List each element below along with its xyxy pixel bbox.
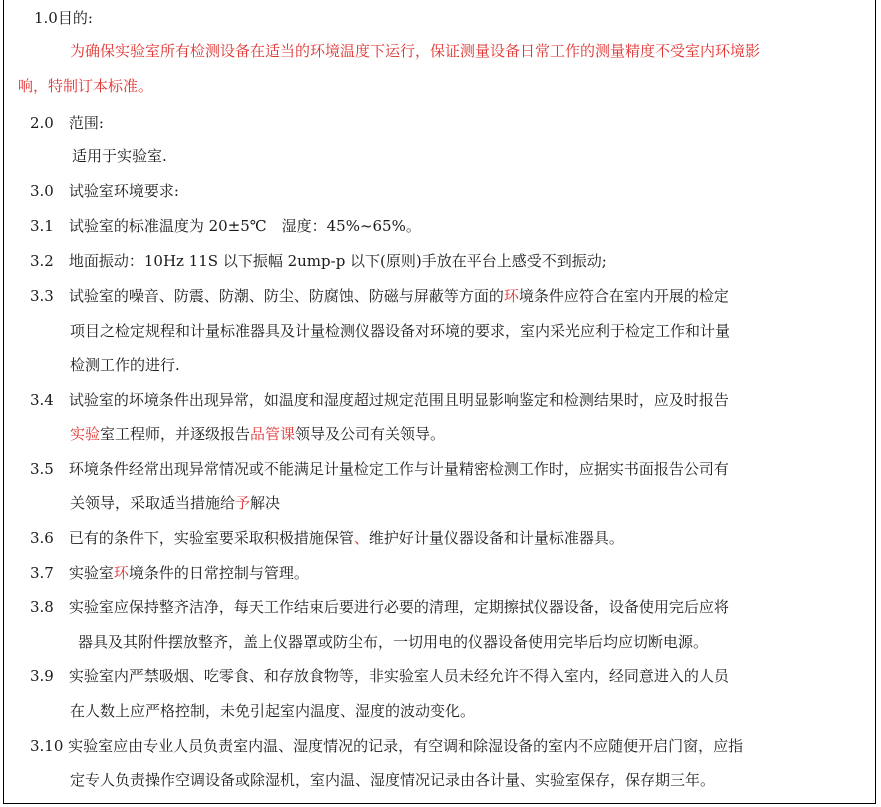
item-3-7-highlight: 环 [113,564,129,582]
item-3-7 [30,563,309,583]
item-3-3-text-b: 境条件应符合在室内开展的检定 [518,287,729,305]
section-1-line-2: 响，特制订本标准。 [18,77,154,95]
item-3-3-line-3: 检测工作的进行. [70,356,180,374]
item-3-3-highlight: 环 [503,287,519,305]
item-3-5-text-a: 关领导，采取适当措施给 [70,494,236,512]
item-3-4-line-1: 3.4 试验室的坏境条件出现异常，如温度和湿度超过规定范围且明显影响鉴定和检测结果时，应及时报告 [30,391,729,409]
section-1-heading: 1.0目的: [34,9,93,27]
item-3-5-text-b: 解决 [250,494,281,512]
item-3-8-line-2: 器具及其附件摆放整齐，盖上仪器罩或防尘布，一切用电的仪器设备使用完毕后均应切断电源。 [78,633,709,651]
item-3-7-text-a: 3.7 实验室 [30,564,114,582]
item-3-3-text-a: 3.3 试验室的噪音、防震、防潮、防尘、防腐蚀、防磁与屏蔽等方面的 [30,287,504,305]
item-3-4-highlight-2: 品管课 [250,425,296,443]
item-3-5-highlight: 予 [235,494,251,512]
item-3-4-highlight-1: 实验 [70,425,101,443]
item-3-9-line-2: 在人数上应严格控制，未免引起室内温度、湿度的波动变化。 [70,702,476,720]
item-3-4-text-mid: 室工程师，并逐级报告 [100,425,251,443]
item-3-6-highlight: 、 [353,529,369,547]
section-2-heading: 2.0 范围: [30,114,104,132]
item-3-3-line-2: 项目之检定规程和计量标准器具及计量检测仪器设备对环境的要求，室内采光应利于检定工作和计量 [70,322,731,340]
item-3-5-line-1: 3.5 环境条件经常出现异常情况或不能满足计量检定工作与计量精密检测工作时，应据实书面报告公司有 [30,460,729,478]
item-3-6-text-a: 3.6 已有的条件下，实验室要采取积极措施保管 [30,529,354,547]
item-3-6 [30,528,624,548]
item-3-10-line-1: 3.10 实验室应由专业人员负责室内温、湿度情况的记录，有空调和除湿设备的室内不应随便开启门窗，应指 [30,737,744,755]
item-3-10-line-2: 定专人负责操作空调设备或除湿机，室内温、湿度情况记录由各计量、实验室保存，保存期三年。 [70,771,716,789]
item-3-8-line-1: 3.8 实验室应保持整齐洁净，每天工作结束后要进行必要的清理，定期擦拭仪器设备，设备使用完后应将 [30,598,729,616]
item-3-9-line-1: 3.9 实验室内严禁吸烟、吃零食、和存放食物等，非实验室人员未经允许不得入室内，经同意进入的人员 [30,667,729,685]
item-3-4-text-end: 领导及公司有关领导。 [295,425,446,443]
section-1-line-1: 为确保实验室所有检测设备在适当的环境温度下运行，保证测量设备日常工作的测量精度不受室内环境影 [70,42,761,60]
section-2-line-1: 适用于实验室. [72,147,167,165]
item-3-6-text-b: 维护好计量仪器设备和计量标准器具。 [368,529,624,547]
item-3-2: 3.2 地面振动：10Hz 11S 以下振幅 2ump-p 以下(原则)手放在平台上感受不到振动; [30,252,607,270]
item-3-5-line-2 [70,493,280,513]
item-3-7-text-b: 境条件的日常控制与管理。 [128,564,309,582]
item-3-4-line-2 [70,424,445,444]
item-3-3-line-1 [30,286,729,306]
item-3-1: 3.1 试验室的标准温度为 20±5℃ 湿度：45%~65%。 [30,217,421,235]
section-3-heading: 3.0 试验室环境要求: [30,182,179,200]
